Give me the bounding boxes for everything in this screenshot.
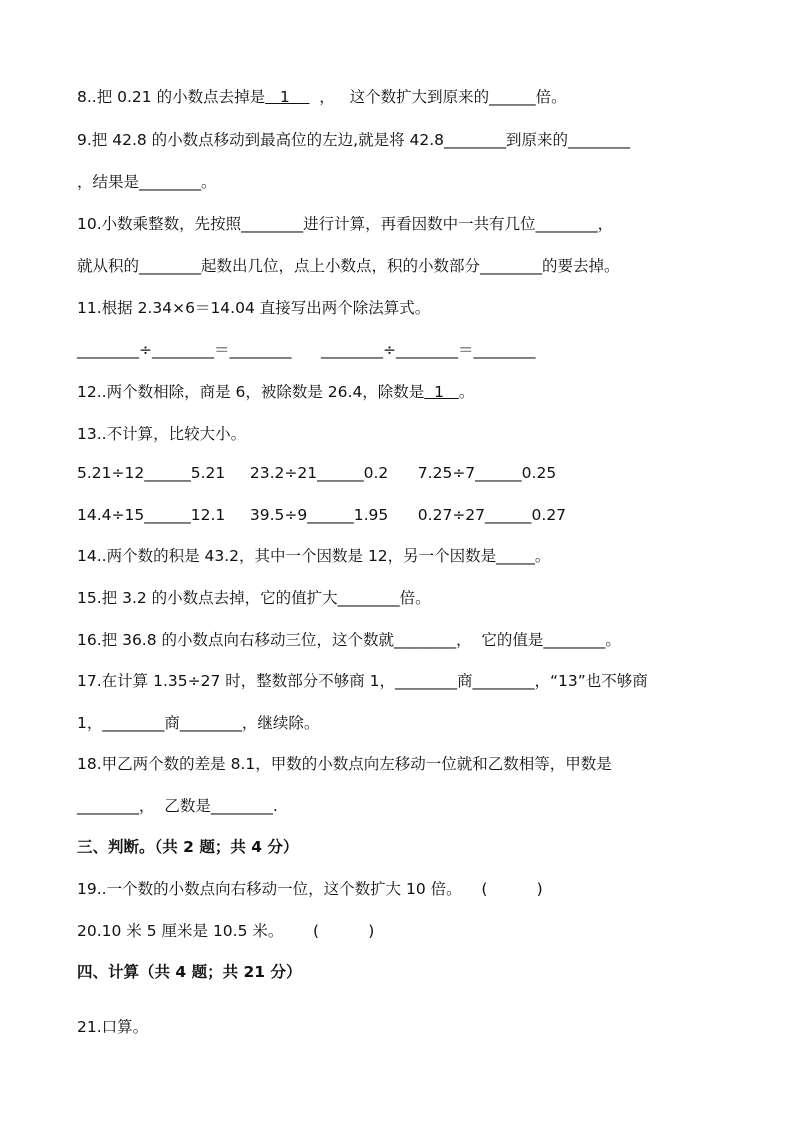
text-segment: 15.把 3.2 的小数点去掉，它的值扩大________倍。 bbox=[77, 589, 431, 607]
question-line-q13b bbox=[77, 504, 720, 526]
section-heading-sec4 bbox=[77, 961, 720, 983]
text-segment: 三、判断。（共 2 题；共 4 分） bbox=[77, 838, 299, 856]
text-segment: 17.在计算 1.35÷27 时，整数部分不够商 1，________商________，“13”也不够商 bbox=[77, 672, 648, 690]
text-segment: 11.根据 2.34×6＝14.04 直接写出两个除法算式。 bbox=[77, 299, 431, 317]
question-line-q18a bbox=[77, 753, 720, 775]
question-line-q13a bbox=[77, 462, 720, 484]
question-line-q20 bbox=[77, 920, 720, 942]
text-segment: 18.甲乙两个数的差是 8.1，甲数的小数点向左移动一位就和乙数相等，甲数是 bbox=[77, 755, 612, 773]
text-segment: 9.把 42.8 的小数点移动到最高位的左边,就是将 42.8________到原来的________ bbox=[77, 131, 631, 149]
question-line-q11b bbox=[77, 339, 720, 361]
filled-answer: 1 bbox=[265, 88, 310, 106]
question-line-q11a bbox=[77, 297, 720, 319]
text-segment: 19..一个数的小数点向右移动一位，这个数扩大 10 倍。 ( ) bbox=[77, 880, 543, 898]
text-segment: 1，________商________，继续除。 bbox=[77, 714, 320, 732]
question-line-q10b bbox=[77, 255, 720, 277]
text-segment: ， 这个数扩大到原来的______倍。 bbox=[309, 88, 567, 106]
text-segment: 10.小数乘整数，先按照________进行计算，再看因数中一共有几位________， bbox=[77, 215, 614, 233]
text-segment: 12..两个数相除，商是 6，被除数是 26.4，除数是 bbox=[77, 383, 425, 401]
text-segment: ，结果是________。 bbox=[77, 173, 217, 191]
question-line-q21 bbox=[77, 1016, 720, 1038]
text-segment: 21.口算。 bbox=[77, 1018, 149, 1036]
question-line-q8 bbox=[77, 86, 720, 108]
text-segment: 。 bbox=[458, 383, 475, 401]
text-segment: 5.21÷12______5.21 23.2÷21______0.2 7.25÷7______0.25 bbox=[77, 464, 557, 482]
text-segment: 就从积的________起数出几位，点上小数点，积的小数部分________的要去掉。 bbox=[77, 257, 620, 275]
question-line-q9b bbox=[77, 171, 720, 193]
question-line-q14 bbox=[77, 545, 720, 567]
question-line-q10a bbox=[77, 213, 720, 235]
text-segment: ________÷________＝________ ________÷________＝________ bbox=[77, 341, 536, 359]
question-line-q12 bbox=[77, 381, 720, 403]
question-line-q15 bbox=[77, 587, 720, 609]
question-line-q17b bbox=[77, 712, 720, 734]
text-segment: ________， 乙数是________. bbox=[77, 797, 278, 815]
question-line-q9a bbox=[77, 129, 720, 151]
text-segment: 20.10 米 5 厘米是 10.5 米。 ( ) bbox=[77, 922, 375, 940]
question-line-q18b bbox=[77, 795, 720, 817]
question-line-q19 bbox=[77, 878, 720, 900]
section-heading-sec3 bbox=[77, 836, 720, 858]
question-line-q17a bbox=[77, 670, 720, 692]
text-segment: 13..不计算，比较大小。 bbox=[77, 425, 247, 443]
text-segment: 四、计算（共 4 题；共 21 分） bbox=[77, 963, 302, 981]
question-line-q16 bbox=[77, 629, 720, 651]
text-segment: 14..两个数的积是 43.2，其中一个因数是 12，另一个因数是_____。 bbox=[77, 547, 551, 565]
text-segment: 8..把 0.21 的小数点去掉是 bbox=[77, 88, 266, 106]
text-segment: 16.把 36.8 的小数点向右移动三位，这个数就________， 它的值是________。 bbox=[77, 631, 621, 649]
question-line-q13 bbox=[77, 423, 720, 445]
text-segment: 14.4÷15______12.1 39.5÷9______1.95 0.27÷27______0.27 bbox=[77, 506, 567, 524]
filled-answer: 1 bbox=[424, 383, 459, 401]
